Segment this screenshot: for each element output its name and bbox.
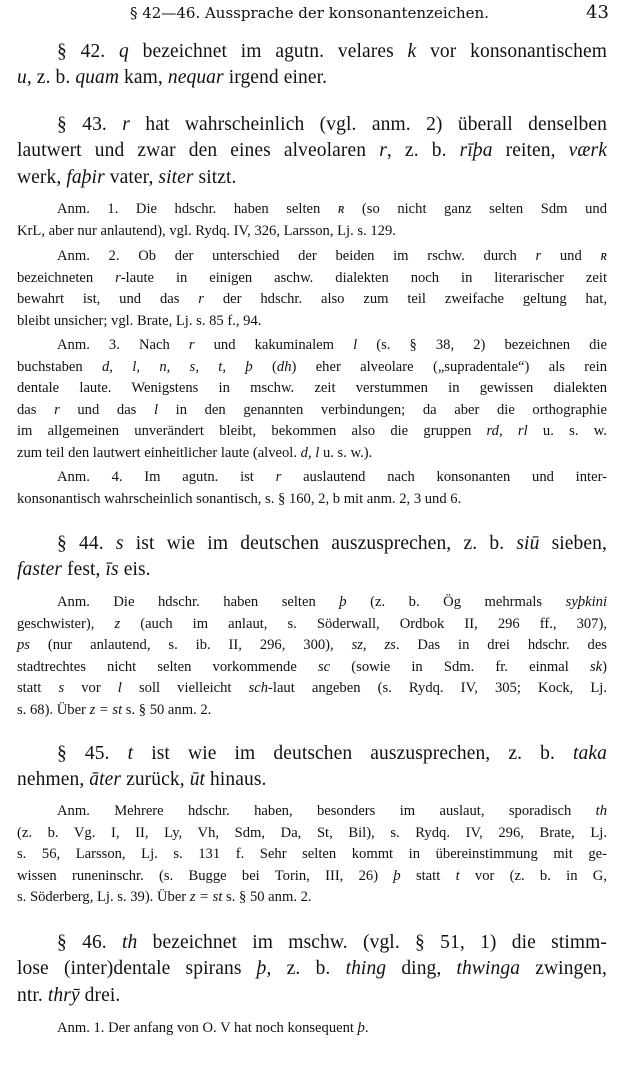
annotation-line bbox=[57, 469, 607, 486]
text-run: ntr. bbox=[17, 984, 48, 1006]
text-run: und kakuminalem bbox=[194, 337, 354, 353]
page-number: 43 bbox=[586, 2, 609, 23]
italic-text-run: þ bbox=[339, 594, 347, 610]
text-run: s. § 50 anm. 2. bbox=[222, 889, 312, 906]
text-run: auslautend nach konsonanten und inter- bbox=[281, 469, 607, 485]
text-run: reiten, bbox=[492, 140, 569, 162]
text-run: s. 56, Larsson, Lj. s. 131 f. Sehr selten kommt in übereinstimmung mit ge- bbox=[17, 846, 607, 863]
text-run: nehmen, bbox=[17, 769, 90, 791]
annotation-line bbox=[57, 1020, 607, 1037]
italic-text-run: sz, zs bbox=[351, 637, 396, 654]
text-run: das bbox=[17, 401, 55, 418]
italic-text-run: āter bbox=[89, 769, 122, 791]
italic-text-run: thrȳ bbox=[47, 984, 80, 1006]
italic-text-run: syþkini bbox=[565, 594, 607, 610]
text-run: . bbox=[364, 1020, 369, 1036]
text-run: § 43. bbox=[57, 114, 123, 135]
text-run: stadtrechtes nicht selten vorkommende bbox=[17, 658, 318, 675]
text-run: Anm. 4. Im agutn. ist bbox=[57, 469, 276, 485]
text-run: statt bbox=[400, 867, 456, 884]
text-run: geschwister), bbox=[17, 615, 115, 632]
text-run: kam, bbox=[119, 67, 168, 89]
italic-text-run: faster bbox=[17, 559, 63, 581]
text-run: vor konsonantischem bbox=[416, 41, 608, 62]
paragraph-line bbox=[17, 559, 607, 581]
italic-text-run: thing bbox=[345, 958, 387, 980]
text-run: drei. bbox=[79, 984, 121, 1006]
paragraph-line bbox=[17, 140, 607, 162]
italic-text-run: r bbox=[122, 114, 130, 135]
annotation-line bbox=[57, 201, 607, 218]
italic-text-run: þ bbox=[393, 867, 401, 884]
italic-text-run: r bbox=[535, 248, 542, 264]
text-run: im allgemeinen unverändert bleibt, bekommen also die gruppen bbox=[17, 423, 487, 440]
text-run: vater, bbox=[104, 166, 159, 188]
text-run: bezeichnet im mschw. (vgl. § 51, 1) die stimm- bbox=[137, 932, 607, 953]
paragraph-line bbox=[17, 958, 607, 980]
italic-text-run: þ bbox=[357, 1020, 365, 1036]
annotation-line bbox=[17, 491, 607, 508]
text-run: KrL, aber nur anlautend), vgl. Rydq. IV, 326, Larsson, Lj. s. 129. bbox=[17, 222, 396, 239]
text-run: fest, bbox=[62, 559, 106, 581]
italic-text-run: faþir bbox=[66, 166, 105, 188]
annotation-line bbox=[17, 291, 607, 308]
text-run: eis. bbox=[118, 559, 151, 581]
annotation-line bbox=[57, 248, 607, 265]
italic-text-run: nequar bbox=[167, 67, 224, 89]
italic-text-run: siter bbox=[158, 166, 194, 188]
italic-text-run: l bbox=[153, 401, 159, 418]
text-run: lose (inter)dentale spirans bbox=[17, 958, 257, 980]
italic-text-run: taka bbox=[573, 743, 607, 764]
text-run: s. Söderberg, Lj. s. 39). Über bbox=[17, 889, 190, 906]
text-run: -laute in einigen aschw. dialekten noch in literarischer zeit bbox=[120, 269, 607, 286]
text-run: zwingen, bbox=[520, 958, 607, 980]
text-run: werk, bbox=[17, 166, 67, 188]
text-run: (z. b. Ög mehrmals bbox=[346, 594, 566, 610]
annotation-line bbox=[17, 680, 607, 697]
italic-text-run: t bbox=[455, 867, 460, 884]
text-run: bezeichneten bbox=[17, 269, 116, 286]
italic-text-run: þ bbox=[256, 958, 267, 980]
annotation-line bbox=[17, 380, 607, 397]
text-run: irgend einer. bbox=[223, 67, 328, 89]
italic-text-run: ʀ bbox=[600, 248, 607, 264]
italic-text-run: ūt bbox=[189, 769, 206, 791]
text-run: dentale laute. Wenigstens in mschw. zeit verstummen in gewissen dialekten bbox=[17, 380, 607, 397]
text-run: u. s. w.). bbox=[319, 445, 373, 461]
annotation-line bbox=[17, 445, 607, 462]
italic-text-run: dh bbox=[276, 358, 292, 375]
text-run: bezeichnet im agutn. velares bbox=[128, 41, 408, 62]
text-run: und bbox=[541, 248, 601, 264]
text-run: ist wie im deutschen auszusprechen, z. b. bbox=[133, 743, 573, 764]
text-run: buchstaben bbox=[17, 358, 102, 375]
text-run: § 46. bbox=[57, 932, 123, 953]
annotation-line bbox=[17, 616, 607, 633]
annotation-line bbox=[17, 637, 607, 654]
italic-text-run: d, l bbox=[300, 445, 320, 461]
paragraph-line bbox=[57, 533, 607, 555]
italic-text-run: r bbox=[275, 469, 282, 485]
paragraph-line bbox=[17, 769, 607, 791]
text-run: soll vielleicht bbox=[121, 680, 249, 697]
text-run: sitzt. bbox=[193, 166, 237, 188]
italic-text-run: thwinga bbox=[456, 958, 521, 980]
text-run: hinaus. bbox=[205, 769, 267, 791]
paragraph-line bbox=[17, 985, 607, 1007]
text-run: (nur anlautend, s. ib. II, 296, 300), bbox=[29, 637, 352, 654]
text-run: Anm. Mehrere hdschr. haben, besonders im auslaut, sporadisch bbox=[57, 803, 596, 819]
text-run: Anm. 3. Nach bbox=[57, 337, 189, 353]
text-run: , z. b. bbox=[386, 140, 460, 162]
italic-text-run: z = st bbox=[89, 702, 123, 718]
annotation-line bbox=[17, 889, 607, 906]
annotation-line bbox=[17, 402, 607, 419]
annotation-line bbox=[17, 825, 607, 842]
text-run: (auch im anlaut, s. Söderwall, Ordbok II, 296 ff., 307), bbox=[120, 615, 607, 632]
text-run: hat wahrscheinlich (vgl. anm. 2) überall denselben bbox=[129, 114, 607, 135]
text-run: vor (z. b. in G, bbox=[459, 867, 607, 884]
text-run: Anm. Die hdschr. haben selten bbox=[57, 594, 340, 610]
text-run: Anm. 2. Ob der unterschied der beiden im rschw. durch bbox=[57, 248, 536, 264]
text-run: statt bbox=[17, 680, 59, 697]
annotation-line bbox=[57, 594, 607, 611]
italic-text-run: s bbox=[58, 680, 65, 697]
italic-text-run: z bbox=[114, 615, 121, 632]
annotation-line bbox=[17, 659, 607, 676]
text-run: § 44. bbox=[57, 533, 116, 554]
italic-text-run: k bbox=[407, 41, 417, 62]
italic-text-run: r bbox=[379, 140, 387, 162]
italic-text-run: rd, rl bbox=[486, 423, 528, 440]
text-run: zum teil den lautwert einheitlicher laute (alveol. bbox=[17, 445, 301, 461]
annotation-line bbox=[17, 359, 607, 376]
text-run: s. § 50 anm. 2. bbox=[122, 702, 212, 718]
italic-text-run: sc bbox=[317, 658, 331, 675]
italic-text-run: t bbox=[127, 743, 134, 764]
italic-text-run: sch bbox=[248, 680, 269, 697]
paragraph-line bbox=[57, 114, 607, 136]
text-run: ding, bbox=[386, 958, 457, 980]
text-run: wissen runeninschr. (s. Bugge bei Torin, III, 26) bbox=[17, 867, 394, 884]
text-run: bleibt unsicher; vgl. Brate, Lj. s. 85 f., 94. bbox=[17, 312, 262, 329]
italic-text-run: sk bbox=[589, 658, 603, 675]
text-run: Anm. 1. Die hdschr. haben selten bbox=[57, 201, 338, 217]
text-run: -laut angeben (s. Rydq. IV, 305; Kock, Lj. bbox=[268, 680, 607, 697]
italic-text-run: r bbox=[115, 269, 121, 286]
text-run: (so nicht ganz selten Sdm und bbox=[344, 201, 607, 217]
text-run: . Das in drei hdschr. des bbox=[395, 637, 607, 654]
text-run: ist wie im deutschen auszusprechen, z. b. bbox=[123, 533, 517, 554]
text-run: , z. b. bbox=[266, 958, 346, 980]
annotation-line bbox=[57, 803, 607, 820]
paragraph-line bbox=[57, 743, 607, 765]
paragraph-line bbox=[17, 167, 607, 189]
text-run: u. s. w. bbox=[527, 423, 607, 440]
running-header: § 42—46. Aussprache der konsonantenzeichen. bbox=[130, 4, 489, 22]
text-run: § 42. bbox=[57, 41, 120, 62]
italic-text-run: s bbox=[115, 533, 124, 554]
text-run: ) eher alveolare („supradentale“) als rein bbox=[291, 358, 607, 375]
text-run: , z. b. bbox=[26, 67, 76, 89]
italic-text-run: q bbox=[119, 41, 129, 62]
text-run: Anm. 1. Der anfang von O. V hat noch konsequent bbox=[57, 1020, 358, 1036]
text-run: bewahrt ist, und das bbox=[17, 291, 199, 308]
text-run: ( bbox=[252, 358, 277, 375]
italic-text-run: d, l, n, s, t, þ bbox=[102, 358, 253, 375]
paragraph-line bbox=[57, 41, 607, 63]
text-run: s. 68). Über bbox=[17, 702, 90, 718]
italic-text-run: værk bbox=[568, 140, 607, 162]
italic-text-run: l bbox=[117, 680, 122, 697]
text-run: (s. § 38, 2) bezeichnen die bbox=[357, 337, 607, 353]
italic-text-run: z = st bbox=[189, 889, 223, 906]
annotation-line bbox=[17, 423, 607, 440]
italic-text-run: r bbox=[188, 337, 195, 353]
annotation-line bbox=[17, 313, 607, 330]
text-run: sieben, bbox=[539, 533, 607, 554]
paragraph-line bbox=[17, 67, 607, 89]
italic-text-run: siū bbox=[516, 533, 540, 554]
text-run: ) bbox=[602, 658, 608, 675]
annotation-line bbox=[17, 846, 607, 863]
text-run: zurück, bbox=[121, 769, 190, 791]
annotation-line bbox=[57, 337, 607, 354]
italic-text-run: īs bbox=[105, 559, 119, 581]
italic-text-run: r bbox=[198, 291, 204, 308]
italic-text-run: l bbox=[353, 337, 358, 353]
italic-text-run: r bbox=[54, 401, 60, 418]
text-run: und das bbox=[59, 401, 154, 418]
italic-text-run: th bbox=[122, 932, 138, 953]
text-run: konsonantisch wahrscheinlich sonantisch, s. § 160, 2, b mit anm. 2, 3 und 6. bbox=[17, 490, 462, 507]
italic-text-run: rīþa bbox=[459, 140, 493, 162]
text-run: (z. b. Vg. I, II, Ly, Vh, Sdm, Da, St, Bil), s. Rydq. IV, 296, Brate, Lj. bbox=[17, 824, 607, 841]
annotation-line bbox=[17, 702, 607, 719]
annotation-line bbox=[17, 270, 607, 287]
italic-text-run: quam bbox=[75, 67, 120, 89]
annotation-line bbox=[17, 868, 607, 885]
italic-text-run: ps bbox=[17, 637, 30, 654]
text-run: der hdschr. also zum teil zweifache geltung hat, bbox=[203, 291, 607, 308]
annotation-line bbox=[17, 223, 607, 240]
italic-text-run: u bbox=[17, 67, 27, 89]
text-run: § 45. bbox=[57, 743, 128, 764]
text-run: in den genannten verbindungen; da aber die orthographie bbox=[158, 401, 607, 418]
text-run: (sowie in Sdm. fr. einmal bbox=[330, 658, 590, 675]
paragraph-line bbox=[57, 932, 607, 954]
italic-text-run: ʀ bbox=[337, 201, 345, 217]
text-run: lautwert und zwar den eines alveolaren bbox=[17, 140, 380, 162]
text-run: vor bbox=[64, 680, 118, 697]
italic-text-run: th bbox=[595, 803, 607, 819]
